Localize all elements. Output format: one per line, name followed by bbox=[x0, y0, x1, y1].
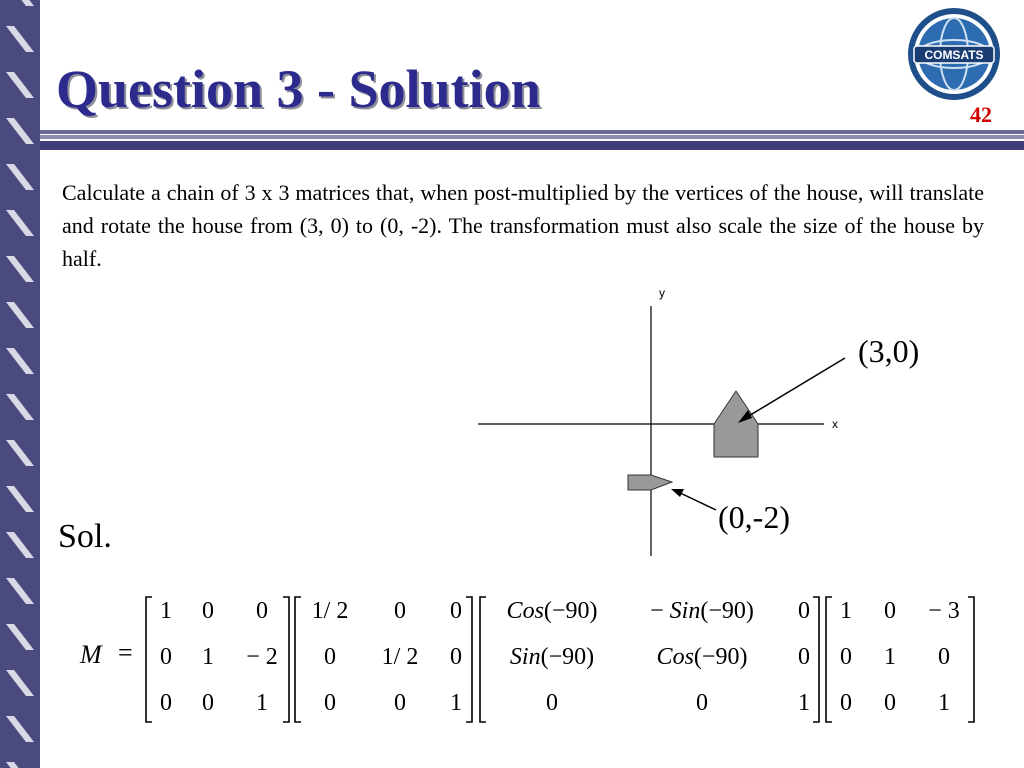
matrix-cell-translate-back: 0 bbox=[884, 598, 896, 624]
matrix-cell-translate-back: 1 bbox=[840, 598, 852, 624]
question-text: Calculate a chain of 3 x 3 matrices that, when post-multiplied by the vertices of the house, will translate and rotate the house from (3, 0) to (0, -2). The transformation must also scale the size of the house by half. bbox=[62, 180, 984, 271]
matrix-cell-translate: 1 bbox=[256, 690, 268, 716]
solution-label: Sol. bbox=[58, 518, 112, 555]
matrix-cell-translate-back: 1 bbox=[938, 690, 950, 716]
matrix-cell-rotate: Sin(−90) bbox=[509, 644, 595, 670]
matrix-cell-translate-back: 0 bbox=[840, 690, 852, 716]
matrix-cell-scale: 1/ 2 bbox=[311, 598, 349, 624]
label-end-point: (0,-2) bbox=[718, 499, 790, 535]
equals-sign: = bbox=[118, 638, 133, 667]
matrix-cell-scale: 0 bbox=[394, 598, 406, 624]
matrix-cell-translate: 0 bbox=[256, 598, 268, 624]
matrix-cell-translate: 0 bbox=[202, 690, 214, 716]
matrix-cell-translate: 1 bbox=[202, 644, 214, 670]
matrix-cell-rotate: 0 bbox=[546, 690, 558, 716]
matrix-cell-scale: 0 bbox=[450, 598, 462, 624]
matrix-cell-scale: 0 bbox=[324, 644, 336, 670]
slide-number: 42 bbox=[970, 102, 992, 127]
matrix-cell-scale: 0 bbox=[324, 690, 336, 716]
label-start-point: (3,0) bbox=[858, 333, 920, 369]
matrix-cell-translate: 0 bbox=[202, 598, 214, 624]
matrix-cell-scale: 1 bbox=[450, 690, 462, 716]
x-axis-label: x bbox=[832, 417, 838, 431]
matrix-cell-translate-back: − 3 bbox=[928, 598, 960, 624]
y-axis-label: y bbox=[659, 286, 665, 300]
logo-text: COMSATS bbox=[924, 48, 984, 62]
matrix-lhs: M bbox=[80, 640, 102, 669]
matrix-cell-translate: − 2 bbox=[246, 644, 278, 670]
matrix-cell-scale: 0 bbox=[394, 690, 406, 716]
matrix-cell-rotate: 0 bbox=[798, 598, 810, 624]
matrix-cell-translate-back: 0 bbox=[884, 690, 896, 716]
slide-title: Question 3 - Solution bbox=[56, 59, 541, 119]
matrix-cell-translate-back: 0 bbox=[938, 644, 950, 670]
matrix-cell-translate-back: 0 bbox=[840, 644, 852, 670]
matrix-cell-translate-back: 1 bbox=[884, 644, 896, 670]
matrix-cell-translate: 0 bbox=[160, 690, 172, 716]
matrix-cell-scale: 0 bbox=[450, 644, 462, 670]
matrix-cell-rotate: 0 bbox=[798, 644, 810, 670]
matrix-cell-rotate: − Sin(−90) bbox=[650, 598, 754, 624]
matrix-cell-rotate: 0 bbox=[696, 690, 708, 716]
matrix-cell-scale: 1/ 2 bbox=[381, 644, 419, 670]
matrix-cell-rotate: Cos(−90) bbox=[656, 644, 748, 670]
matrix-cell-translate: 0 bbox=[160, 644, 172, 670]
matrix-cell-rotate: Cos(−90) bbox=[506, 598, 598, 624]
matrix-cell-rotate: 1 bbox=[798, 690, 810, 716]
matrix-cell-translate: 1 bbox=[160, 598, 172, 624]
